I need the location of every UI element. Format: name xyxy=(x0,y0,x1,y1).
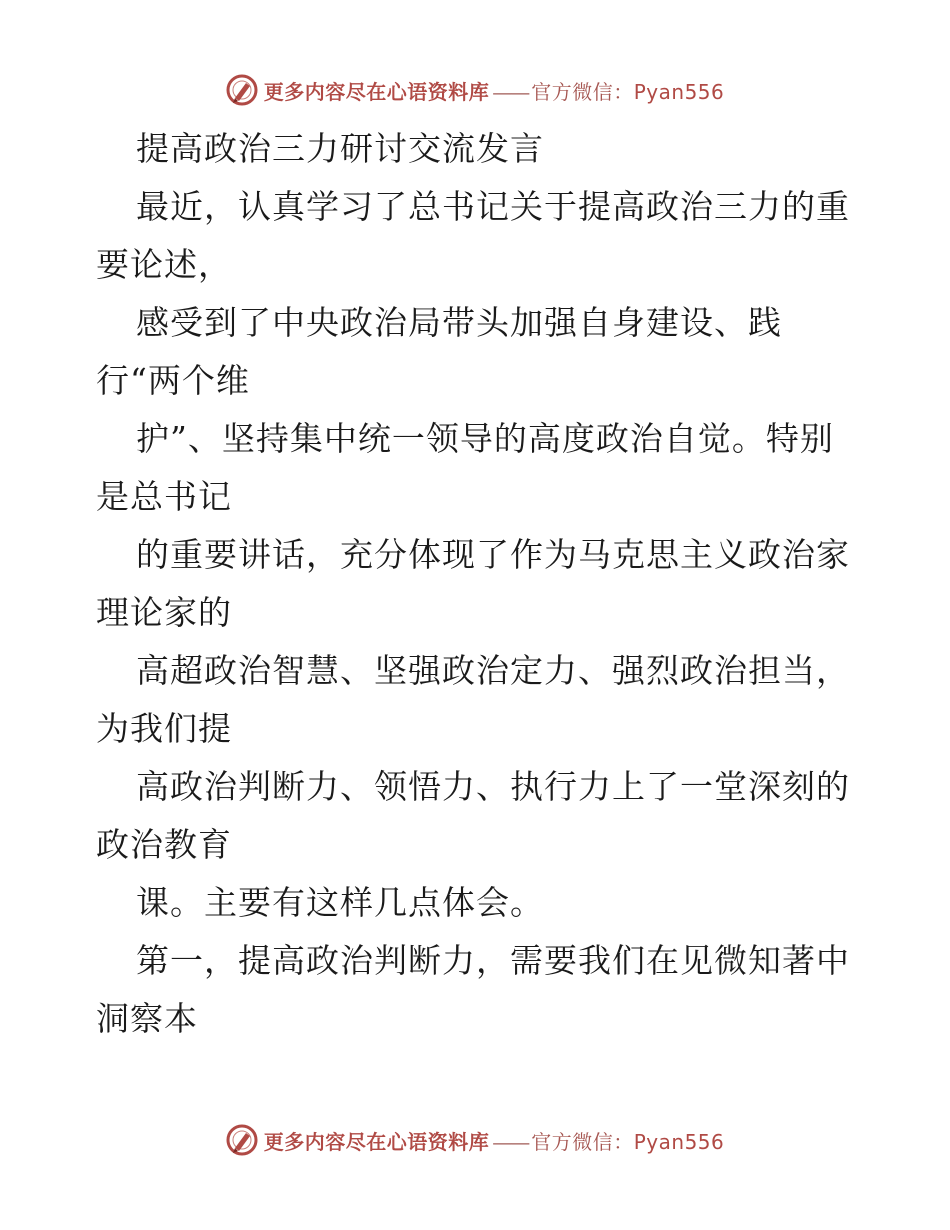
watermark-dash: —— xyxy=(492,79,529,104)
watermark-dash: —— xyxy=(492,1129,529,1154)
text-line: 的重要讲话，充分体现了作为马克思主义政治家 xyxy=(136,535,850,574)
watermark-promo: 更多内容尽在心语资料库 xyxy=(263,79,490,104)
header-watermark-banner xyxy=(0,70,950,110)
watermark-text xyxy=(264,1126,725,1155)
text-line: 政治教育 xyxy=(96,825,232,864)
document-title: 提高政治三力研讨交流发言 xyxy=(136,129,544,168)
text-line: 第一，提高政治判断力，需要我们在见微知著中 xyxy=(136,941,850,980)
text-line: 洞察本 xyxy=(96,999,198,1038)
watermark-promo: 更多内容尽在心语资料库 xyxy=(263,1129,490,1154)
watermark-wechat-label: 官方微信： xyxy=(531,79,634,104)
text-line: 是总书记 xyxy=(96,477,232,516)
text-line: 为我们提 xyxy=(96,709,232,748)
pen-nib-logo-icon xyxy=(226,1124,258,1156)
watermark-account: Pyan556 xyxy=(633,79,725,104)
text-line: 行“两个维 xyxy=(96,361,250,400)
text-line: 课。主要有这样几点体会。 xyxy=(136,883,544,922)
watermark-account: Pyan556 xyxy=(633,1129,725,1154)
pen-nib-logo-icon xyxy=(226,74,258,106)
document-body xyxy=(96,120,856,1048)
text-line: 高政治判断力、领悟力、执行力上了一堂深刻的 xyxy=(136,767,850,806)
text-line: 要论述， xyxy=(96,245,232,284)
text-line: 护”、坚持集中统一领导的高度政治自觉。特别 xyxy=(136,419,834,458)
text-line: 高超政治智慧、坚强政治定力、强烈政治担当， xyxy=(136,651,850,690)
watermark-wechat-label: 官方微信： xyxy=(531,1129,634,1154)
text-line: 最近，认真学习了总书记关于提高政治三力的重 xyxy=(136,187,850,226)
text-line: 理论家的 xyxy=(96,593,232,632)
footer-watermark-banner xyxy=(0,1120,950,1160)
watermark-text xyxy=(264,76,725,105)
text-line: 感受到了中央政治局带头加强自身建设、践 xyxy=(136,303,782,342)
